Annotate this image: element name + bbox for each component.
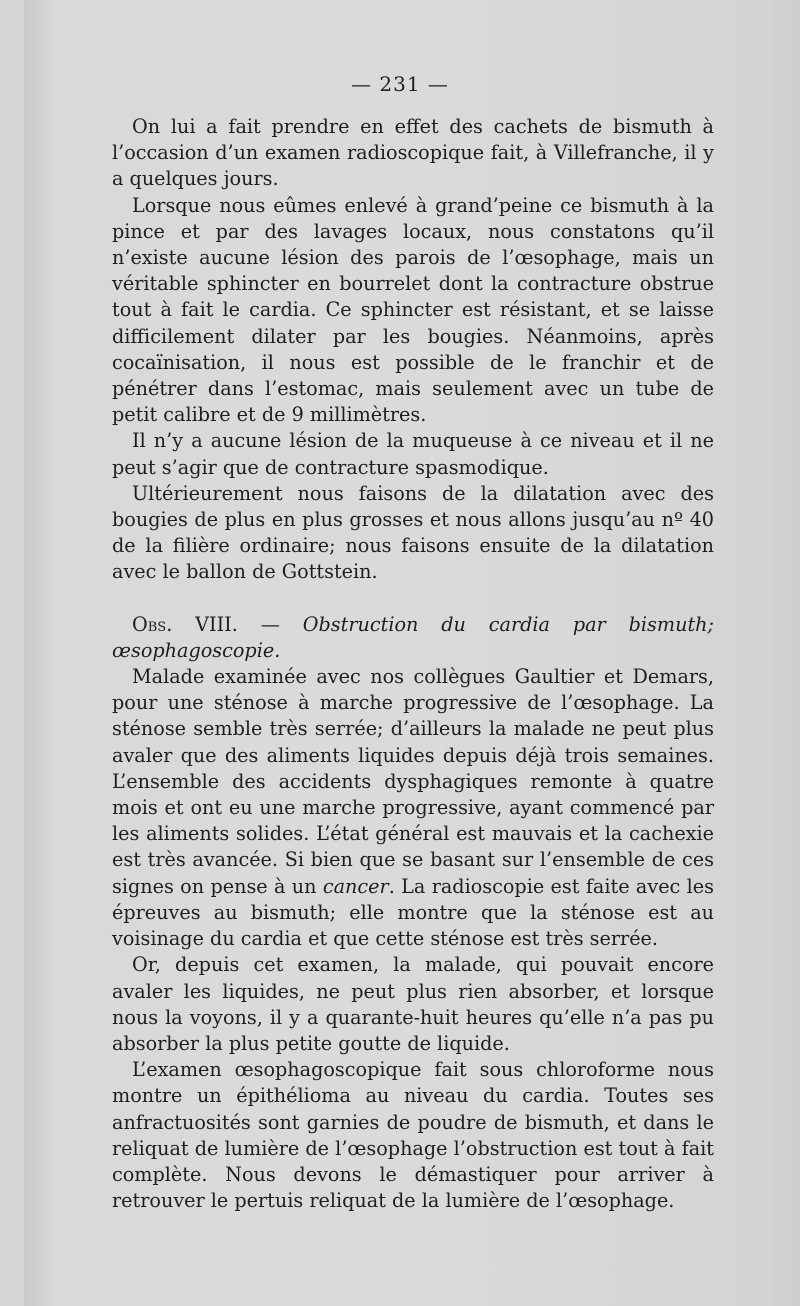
observation-paragraph-3: L’examen œsophagoscopique fait sous chloroforme nous montre un épithélioma au niveau du cardia. Toutes ses anfractuosités sont garnies de poudre de bismuth, et dans le reliquat de lumière de l’œsophage l’obstruction est tout à fait complète. Nous devons le démastiquer pour arriver à retrouver le pertuis reliquat de la lumière de l’œsophage. xyxy=(112,1058,714,1213)
observation-paragraph-1-text: Malade examinée avec nos collègues Gaultier et Demars, pour une sténose à marche progressive de l’œsophage. La sténose semble très serrée; d’ailleurs la malade ne peut plus avaler que des aliments liquides depuis déjà trois semaines. L’ensemble des accidents dysphagiques remonte à quatre mois et ont eu une marche progressive, ayant commencé par les aliments solides. L’état général est mauvais et la cachexie est très avancée. Si bien que se basant sur l’ensemble de ces signes on pense à un xyxy=(112,665,714,898)
observation-dash: — xyxy=(237,612,303,636)
paragraph-1: On lui a fait prendre en effet des cachets de bismuth à l’occasion d’un examen radioscopique fait, à Villefranche, il y a quelques jours. xyxy=(112,115,714,191)
observation-paragraph-1 xyxy=(112,664,714,952)
observation-paragraph-1-emphasis: cancer xyxy=(322,874,389,898)
observation-paragraph-1-end: . La radioscopie est faite avec les épreuves au bismuth; elle montre que la sténose est au voisinage du cardia et que cette sténose est très serrée. xyxy=(112,874,714,951)
observation-title: Obstruction du cardia par bismuth; œsophagoscopie. xyxy=(112,612,714,662)
paragraph-2: Lorsque nous eûmes enlevé à grand’peine ce bismuth à la pince et par des lavages locaux, nous constatons qu’il n’existe aucune lésion des parois de l’œsophage, mais un véritable sphincter en bourrelet dont la contracture obstrue tout à fait le cardia. Ce sphincter est résistant, et se laisse difficilement dilater par les bougies. Néanmoins, après cocaïnisation, il nous est possible de le franchir et de pénétrer dans l’estomac, mais seulement avec un tube de petit calibre et de 9 millimètres. xyxy=(112,193,714,427)
page-number: — 231 — xyxy=(351,72,449,96)
observation-paragraph-2: Or, depuis cet examen, la malade, qui pouvait encore avaler les liquides, ne peut plus rien absorber, et lorsque nous la voyons, il y a quarante-huit heures qu’elle n’a pas pu absorber la plus petite goutte de liquide. xyxy=(112,953,714,1055)
paragraph-4: Ultérieurement nous faisons de la dilatation avec des bougies de plus en plus grosses et nous allons jusqu’au nº 40 de la filière ordinaire; nous faisons ensuite de la dilatation avec le ballon de Gottstein. xyxy=(112,481,714,584)
page-body xyxy=(112,114,714,1214)
paragraph-3: Il n’y a aucune lésion de la muqueuse à ce niveau et il ne peut s’agir que de contracture spasmodique. xyxy=(112,429,714,479)
observation-label: Obs. VIII. xyxy=(132,612,238,636)
observation-heading xyxy=(112,612,714,664)
